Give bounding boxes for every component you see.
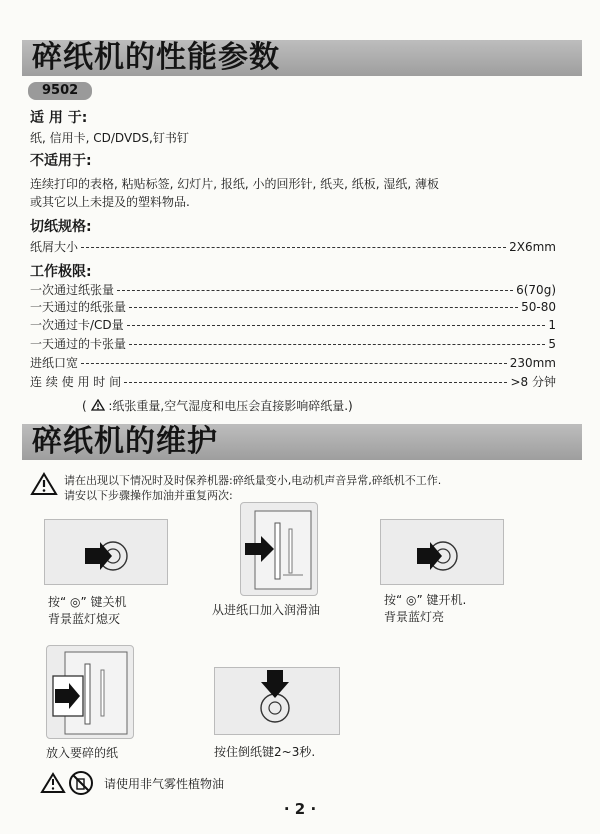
spec-label: 一次通过卡/CD量 bbox=[30, 318, 124, 332]
step1-caption-2: 背景蓝灯熄灭 bbox=[48, 612, 121, 626]
spec-value: >8 分钟 bbox=[510, 375, 556, 389]
warning-icon bbox=[40, 772, 66, 794]
power-button-press-icon bbox=[45, 520, 167, 584]
step1-illustration bbox=[44, 519, 168, 585]
spec-value: 2X6mm bbox=[509, 239, 556, 254]
warning-icon bbox=[30, 472, 58, 496]
section-title-maintenance: 碎纸机的维护 bbox=[32, 424, 218, 459]
spec-label: 一天通过的纸张量 bbox=[30, 300, 127, 314]
spec-value: 230mm bbox=[509, 355, 556, 370]
step1-caption-1: 按“ ◎” 键关机 bbox=[48, 595, 127, 609]
step3-caption-1: 按“ ◎” 键开机. bbox=[384, 593, 467, 607]
step2-illustration bbox=[240, 502, 318, 596]
spec-label: 纸屑大小 bbox=[30, 240, 79, 254]
spec-label: 进纸口宽 bbox=[30, 356, 79, 370]
power-button-press-icon bbox=[381, 520, 503, 584]
spec-note: ( :纸张重量,空气湿度和电压会直接影响碎纸量.) bbox=[82, 399, 353, 413]
section-banner-specs bbox=[22, 40, 582, 76]
section-title-specs: 碎纸机的性能参数 bbox=[32, 40, 280, 75]
step2-caption: 从进纸口加入润滑油 bbox=[212, 603, 321, 617]
step4-caption: 放入要碎的纸 bbox=[46, 746, 119, 760]
step5-illustration bbox=[214, 667, 340, 735]
warning-line-1: 请在出现以下情况时及时保养机器:碎纸量变小,电动机声音异常,碎纸机不工作. bbox=[64, 474, 442, 487]
insert-paper-icon bbox=[47, 646, 133, 738]
unsuitable-text-2: 或其它以上未提及的塑料物品. bbox=[30, 195, 190, 209]
spec-value: 6(70g) bbox=[516, 282, 556, 297]
spec-label: 一次通过纸张量 bbox=[30, 283, 115, 297]
page-number: · 2 · bbox=[283, 800, 317, 818]
warning-line-2: 请安以下步骤操作加油并重复两次: bbox=[64, 489, 233, 502]
spec-row bbox=[30, 281, 556, 298]
unsuitable-text-1: 连续打印的表格, 粘贴标签, 幻灯片, 报纸, 小的回形针, 纸夹, 纸板, 湿纸, 薄板 bbox=[30, 177, 440, 191]
spec-row bbox=[30, 298, 556, 315]
unsuitable-heading: 不适用于: bbox=[30, 153, 92, 169]
model-badge: 9502 bbox=[28, 82, 92, 100]
limit-heading: 工作极限: bbox=[30, 264, 92, 280]
spec-row bbox=[30, 373, 556, 390]
no-spray-icon bbox=[68, 770, 94, 796]
spec-label: 连 续 使 用 时 间 bbox=[30, 375, 122, 389]
spec-row bbox=[30, 335, 556, 352]
cut-spec-heading: 切纸规格: bbox=[30, 219, 92, 235]
step3-caption-2: 背景蓝灯亮 bbox=[384, 610, 445, 624]
oil-note: 请使用非气雾性植物油 bbox=[104, 777, 225, 791]
spec-value: 5 bbox=[548, 336, 556, 351]
reverse-button-press-icon bbox=[215, 668, 339, 734]
warning-icon bbox=[91, 399, 105, 411]
step5-caption: 按住倒纸键2~3秒. bbox=[214, 745, 316, 759]
oil-inlet-icon bbox=[241, 503, 317, 595]
spec-label: 一天通过的卡张量 bbox=[30, 337, 127, 351]
spec-row bbox=[30, 238, 556, 255]
suitable-text: 纸, 信用卡, CD/DVDS,钉书钉 bbox=[30, 131, 189, 145]
spec-row bbox=[30, 354, 556, 371]
step3-illustration bbox=[380, 519, 504, 585]
step4-illustration bbox=[46, 645, 134, 739]
spec-value: 50-80 bbox=[521, 299, 556, 314]
spec-row bbox=[30, 316, 556, 333]
suitable-heading: 适 用 于: bbox=[30, 110, 88, 126]
section-banner-maintenance bbox=[22, 424, 582, 460]
spec-value: 1 bbox=[548, 317, 556, 332]
